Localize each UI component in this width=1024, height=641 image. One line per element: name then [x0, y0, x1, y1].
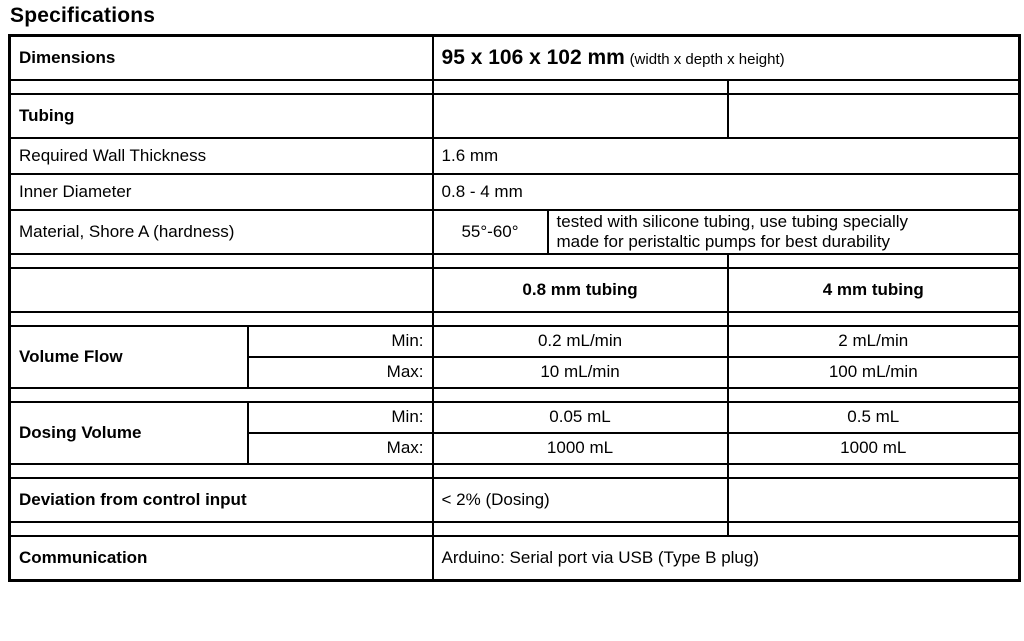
volume-flow-min-small: 0.2 mL/min	[433, 326, 728, 357]
spacer5-cell-left	[10, 464, 433, 478]
spacer6-cell-left	[10, 522, 433, 536]
dimensions-label: Dimensions	[10, 36, 433, 81]
dimensions-value: 95 x 106 x 102 mm	[441, 46, 625, 70]
dosing-volume-max-small: 1000 mL	[433, 433, 728, 464]
table-row-dimensions	[10, 36, 1020, 81]
table-row-wall-thickness	[10, 138, 1020, 174]
dimensions-note: (width x depth x height)	[629, 51, 785, 69]
volume-flow-max-small: 10 mL/min	[433, 357, 728, 388]
page-title: Specifications	[10, 4, 156, 27]
column-header-large-tubing: 4 mm tubing	[728, 268, 1020, 312]
spacer3-cell-mid	[433, 312, 728, 326]
table-spacer-row-6	[10, 522, 1020, 536]
specifications-page	[0, 4, 1024, 641]
communication-value: Arduino: Serial port via USB (Type B plug)	[433, 536, 1020, 581]
table-spacer-row	[10, 80, 1020, 94]
spacer4-cell-mid	[433, 388, 728, 402]
dimensions-value-cell	[433, 36, 1020, 81]
spacer6-cell-mid	[433, 522, 728, 536]
spacer4-cell-left	[10, 388, 433, 402]
dosing-volume-max-label: Max:	[248, 433, 433, 464]
spacer3-cell-right	[728, 312, 1020, 326]
volume-flow-max-label: Max:	[248, 357, 433, 388]
material-note-line2: made for peristaltic pumps for best durability	[556, 232, 891, 251]
spacer2-cell-left	[10, 254, 433, 268]
dosing-volume-max-large: 1000 mL	[728, 433, 1020, 464]
spacer5-cell-right	[728, 464, 1020, 478]
communication-label: Communication	[10, 536, 433, 581]
dosing-volume-label: Dosing Volume	[10, 402, 248, 464]
volume-flow-min-large: 2 mL/min	[728, 326, 1020, 357]
table-spacer-row-2	[10, 254, 1020, 268]
table-row-deviation	[10, 478, 1020, 522]
dosing-volume-min-label: Min:	[248, 402, 433, 433]
volume-flow-min-label: Min:	[248, 326, 433, 357]
tubing-header-right	[728, 94, 1020, 138]
spacer-cell-mid	[433, 80, 728, 94]
table-row-tubing-header	[10, 94, 1020, 138]
volume-flow-label: Volume Flow	[10, 326, 248, 388]
wall-thickness-value: 1.6 mm	[433, 138, 1020, 174]
volume-flow-max-large: 100 mL/min	[728, 357, 1020, 388]
wall-thickness-label: Required Wall Thickness	[10, 138, 433, 174]
table-spacer-row-3	[10, 312, 1020, 326]
material-note	[548, 210, 1020, 254]
column-headers-blank	[10, 268, 433, 312]
table-spacer-row-5	[10, 464, 1020, 478]
spacer5-cell-mid	[433, 464, 728, 478]
dosing-volume-min-large: 0.5 mL	[728, 402, 1020, 433]
table-row-material	[10, 210, 1020, 254]
table-row-volume-flow-min	[10, 326, 1020, 357]
material-value: 55°-60°	[433, 210, 548, 254]
material-label: Material, Shore A (hardness)	[10, 210, 433, 254]
inner-diameter-label: Inner Diameter	[10, 174, 433, 210]
table-row-dosing-volume-min	[10, 402, 1020, 433]
spacer-cell-right	[728, 80, 1020, 94]
column-header-small-tubing: 0.8 mm tubing	[433, 268, 728, 312]
table-spacer-row-4	[10, 388, 1020, 402]
spacer2-cell-right	[728, 254, 1020, 268]
table-row-communication	[10, 536, 1020, 581]
spacer4-cell-right	[728, 388, 1020, 402]
spacer3-cell-left	[10, 312, 433, 326]
spacer2-cell-mid	[433, 254, 728, 268]
material-note-line1: tested with silicone tubing, use tubing specially	[556, 211, 909, 231]
tubing-header-mid	[433, 94, 728, 138]
spacer6-cell-right	[728, 522, 1020, 536]
deviation-label: Deviation from control input	[10, 478, 433, 522]
table-row-inner-diameter	[10, 174, 1020, 210]
tubing-header-label: Tubing	[10, 94, 433, 138]
specifications-table	[8, 34, 1021, 582]
dosing-volume-min-small: 0.05 mL	[433, 402, 728, 433]
table-row-column-headers	[10, 268, 1020, 312]
spacer-cell-left	[10, 80, 433, 94]
inner-diameter-value: 0.8 - 4 mm	[433, 174, 1020, 210]
deviation-blank	[728, 478, 1020, 522]
deviation-value: < 2% (Dosing)	[433, 478, 728, 522]
